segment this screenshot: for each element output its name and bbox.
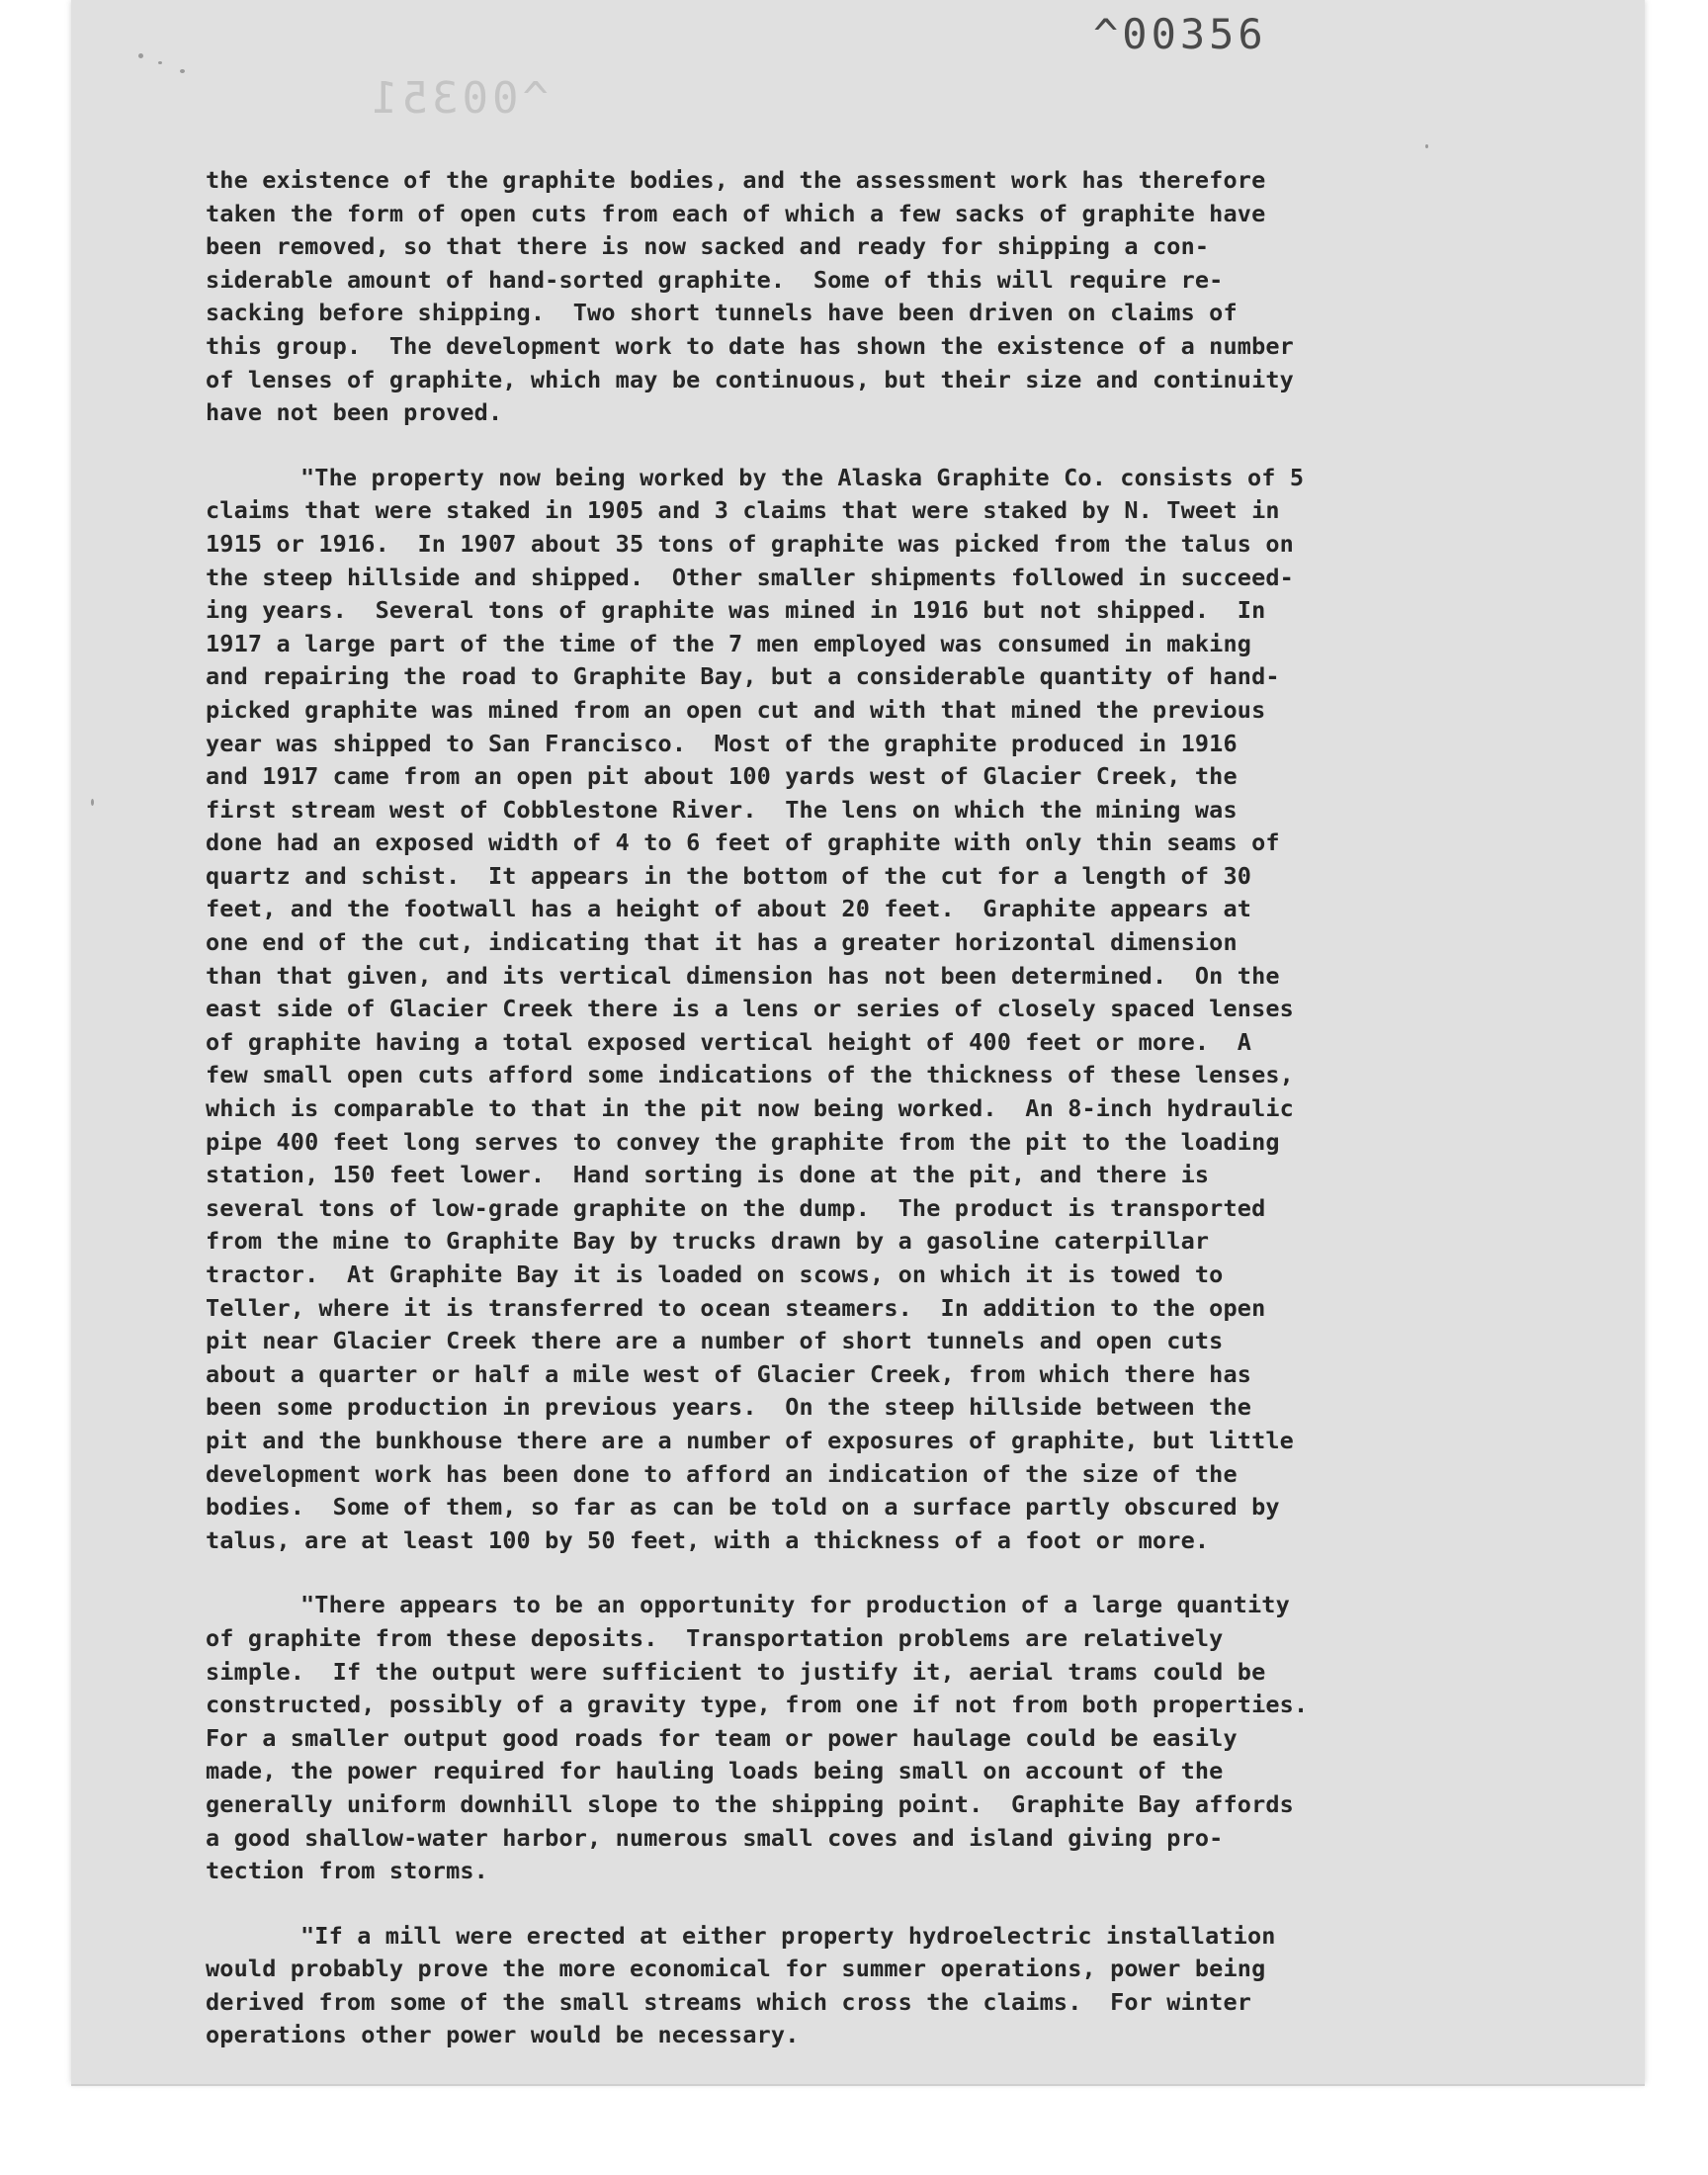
text-line: talus, are at least 100 by 50 feet, with a thickness of a foot or more. [206, 1525, 1210, 1554]
text-line: pipe 400 feet long serves to convey the graphite from the pit to the loading [206, 1127, 1280, 1156]
text-line: siderable amount of hand-sorted graphite. Some of this will require re- [206, 265, 1224, 294]
document-body [206, 164, 1520, 2084]
text-line: feet, and the footwall has a height of about 20 feet. Graphite appears at [206, 895, 1252, 923]
text-line: 1915 or 1916. In 1907 about 35 tons of graphite was picked from the talus on [206, 529, 1294, 558]
text-line: pit and the bunkhouse there are a number of exposures of graphite, but little [206, 1426, 1294, 1454]
text-line: year was shipped to San Francisco. Most of the graphite produced in 1916 [206, 729, 1238, 757]
text-line: and 1917 came from an open pit about 100 yards west of Glacier Creek, the [206, 762, 1238, 791]
scan-speck [1425, 144, 1428, 148]
text-line: been some production in previous years. On the steep hillside between the [206, 1393, 1252, 1422]
text-line: 1917 a large part of the time of the 7 men employed was consumed in making [206, 629, 1252, 657]
text-line: first stream west of Cobblestone River. The lens on which the mining was [206, 795, 1238, 824]
paragraph [206, 1589, 1520, 1887]
text-line: tractor. At Graphite Bay it is loaded on scows, on which it is towed to [206, 1261, 1224, 1288]
text-line: and repairing the road to Graphite Bay, but a considerable quantity of hand- [206, 662, 1280, 691]
text-line: a good shallow-water harbor, numerous small coves and island giving pro- [206, 1823, 1224, 1852]
text-line: several tons of low-grade graphite on the dump. The product is transported [206, 1193, 1266, 1222]
text-line: of lenses of graphite, which may be continuous, but their size and continuity [206, 365, 1294, 393]
paragraph [206, 462, 1520, 1558]
text-line: "If a mill were erected at either property hydroelectric installation [300, 1921, 1276, 1950]
text-line: one end of the cut, indicating that it has a greater horizontal dimension [206, 928, 1238, 957]
text-line: of graphite having a total exposed vertical height of 400 feet or more. A [206, 1027, 1252, 1056]
text-line: constructed, possibly of a gravity type, from one if not from both properties. [206, 1691, 1309, 1719]
text-line: operations other power would be necessary. [206, 2021, 800, 2049]
text-line: "There appears to be an opportunity for production of a large quantity [300, 1591, 1290, 1619]
text-line: the existence of the graphite bodies, and the assessment work has therefore [206, 166, 1266, 194]
text-line: ing years. Several tons of graphite was mined in 1916 but not shipped. In [206, 596, 1266, 625]
text-line: bodies. Some of them, so far as can be told on a surface partly obscured by [206, 1493, 1280, 1522]
text-line: have not been proved. [206, 398, 503, 427]
text-line: tection from storms. [206, 1857, 488, 1885]
text-line: been removed, so that there is now sacked and ready for shipping a con- [206, 232, 1210, 261]
text-line: about a quarter or half a mile west of Glacier Creek, from which there has [206, 1359, 1252, 1388]
text-line: derived from some of the small streams which cross the claims. For winter [206, 1987, 1252, 2016]
scan-speck [138, 53, 143, 58]
text-line: pit near Glacier Creek there are a number of short tunnels and open cuts [206, 1327, 1224, 1355]
text-line: of graphite from these deposits. Transportation problems are relatively [206, 1623, 1224, 1652]
text-line: east side of Glacier Creek there is a lens or series of closely spaced lenses [206, 995, 1294, 1023]
text-line: generally uniform downhill slope to the shipping point. Graphite Bay affords [206, 1789, 1294, 1818]
text-line: quartz and schist. It appears in the bottom of the cut for a length of 30 [206, 861, 1252, 890]
scan-speck [158, 61, 162, 64]
text-line: claims that were staked in 1905 and 3 claims that were staked by N. Tweet in [206, 496, 1280, 525]
text-line: which is comparable to that in the pit now being worked. An 8-inch hydraulic [206, 1094, 1294, 1123]
scan-speck [180, 69, 185, 73]
text-line: done had an exposed width of 4 to 6 feet of graphite with only thin seams of [206, 828, 1280, 857]
text-line: For a smaller output good roads for team or power haulage could be easily [206, 1723, 1238, 1752]
text-line: the steep hillside and shipped. Other smaller shipments followed in succeed- [206, 563, 1294, 591]
text-line: this group. The development work to date has shown the existence of a number [206, 331, 1294, 360]
text-line: station, 150 feet lower. Hand sorting is done at the pit, and there is [206, 1161, 1210, 1189]
text-line: Teller, where it is transferred to ocean steamers. In addition to the open [206, 1293, 1266, 1322]
text-line: few small open cuts afford some indications of the thickness of these lenses, [206, 1061, 1294, 1089]
text-line: development work has been done to afford an indication of the size of the [206, 1459, 1238, 1488]
paragraph [206, 1920, 1520, 2052]
text-line: sacking before shipping. Two short tunnels have been driven on claims of [206, 299, 1238, 327]
paragraph [206, 164, 1520, 430]
text-line: picked graphite was mined from an open cut and with that mined the previous [206, 695, 1266, 724]
text-line: "The property now being worked by the Alaska Graphite Co. consists of 5 [300, 463, 1305, 491]
bleed-through-stamp: ^00351 [368, 73, 549, 124]
text-line: made, the power required for hauling loads being small on account of the [206, 1757, 1224, 1785]
text-line: taken the form of open cuts from each of which a few sacks of graphite have [206, 199, 1266, 227]
text-line: from the mine to Graphite Bay by trucks drawn by a gasoline caterpillar [206, 1227, 1210, 1256]
text-line: simple. If the output were sufficient to justify it, aerial trams could be [206, 1657, 1266, 1686]
page-edge [71, 2084, 1645, 2086]
text-line: than that given, and its vertical dimension has not been determined. On the [206, 961, 1280, 990]
scan-speck [91, 799, 94, 806]
page-number-stamp: ^00356 [1093, 10, 1267, 58]
text-line: would probably prove the more economical for summer operations, power being [206, 1955, 1266, 1983]
